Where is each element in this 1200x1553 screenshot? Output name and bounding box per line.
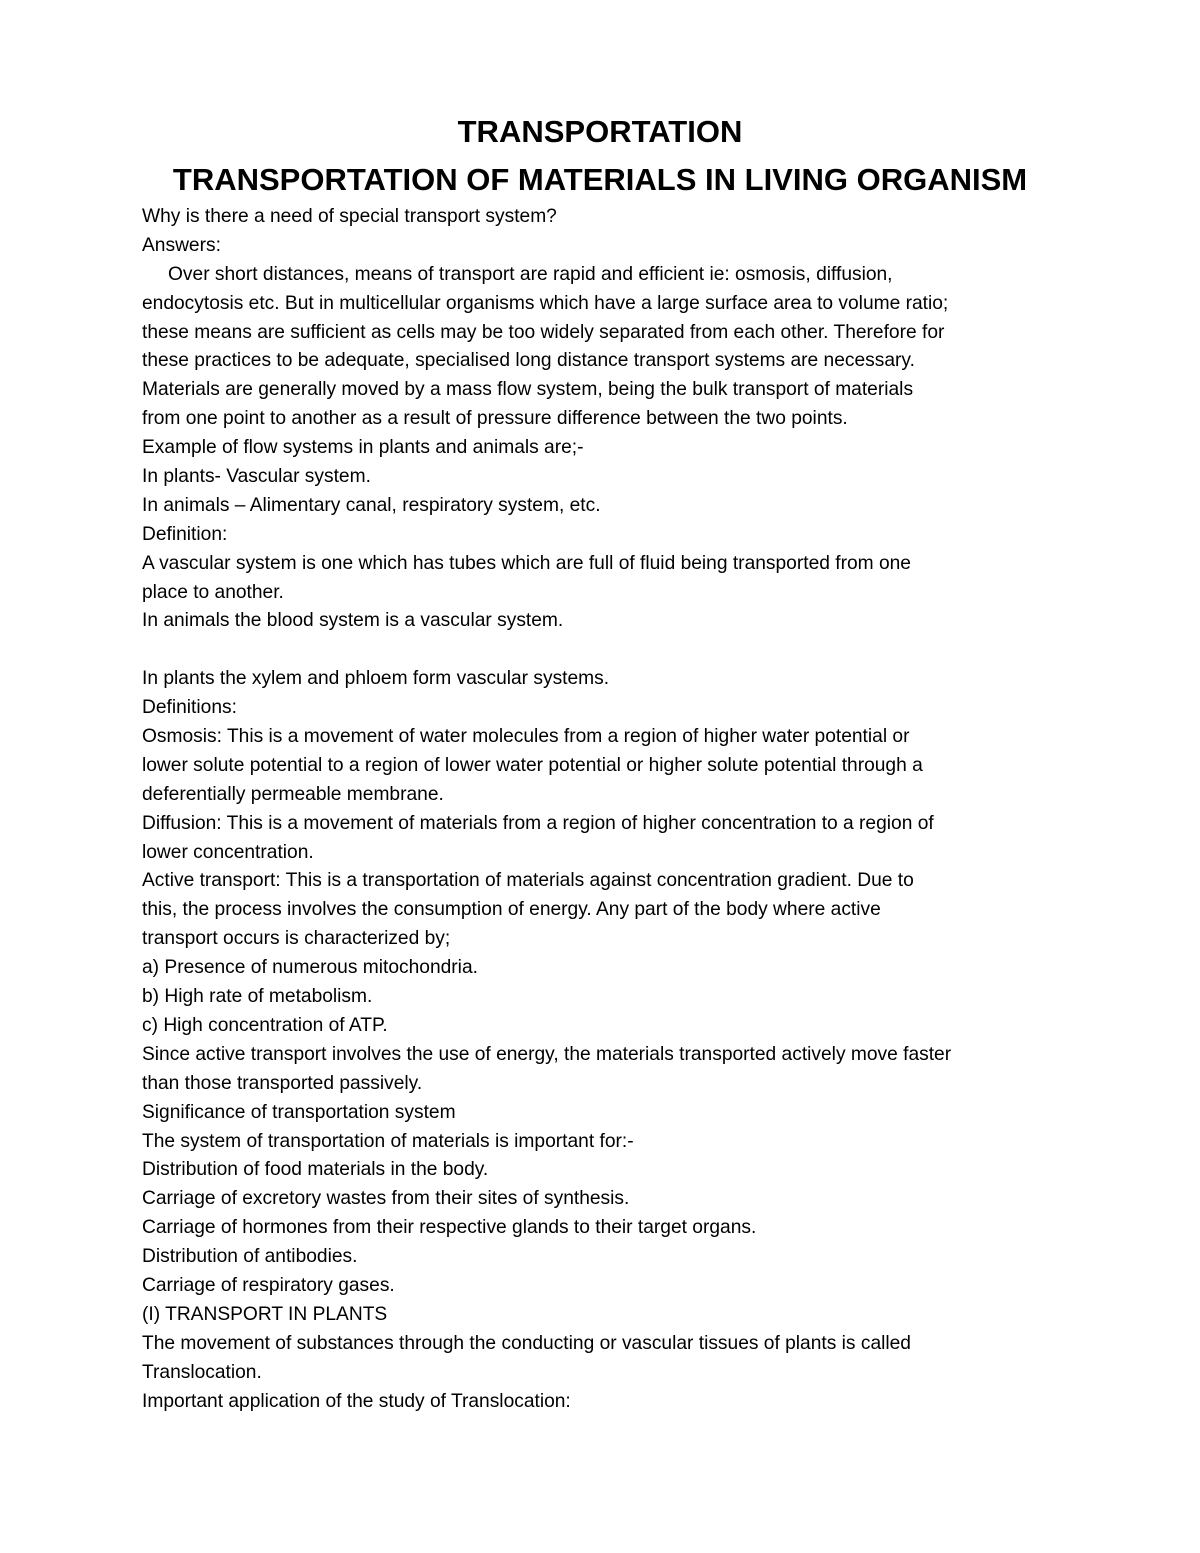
paragraph-line: place to another. — [142, 581, 284, 603]
paragraph-line: these practices to be adequate, specialised long distance transport systems are necessary. — [142, 350, 915, 372]
list-item: c) High concentration of ATP. — [142, 1014, 388, 1036]
section-heading: Significance of transportation system — [142, 1101, 456, 1123]
paragraph-line: these means are sufficient as cells may be too widely separated from each other. Therefore for — [142, 321, 945, 343]
list-item: a) Presence of numerous mitochondria. — [142, 957, 478, 979]
list-item: Carriage of hormones from their respective glands to their target organs. — [142, 1217, 757, 1239]
list-item: b) High rate of metabolism. — [142, 986, 373, 1008]
paragraph-line: The system of transportation of materials is important for:- — [142, 1130, 634, 1152]
paragraph-line: The movement of substances through the conducting or vascular tissues of plants is called — [142, 1332, 911, 1354]
list-item: Carriage of respiratory gases. — [142, 1274, 395, 1296]
definitions-label: Definitions: — [142, 697, 237, 719]
paragraph-line: Active transport: This is a transportation of materials against concentration gradient. Due to — [142, 870, 914, 892]
definition-label: Definition: — [142, 523, 228, 545]
list-item: Distribution of food materials in the body. — [142, 1159, 489, 1181]
list-item: Carriage of excretory wastes from their sites of synthesis. — [142, 1188, 630, 1210]
paragraph-line: from one point to another as a result of pressure difference between the two points. — [142, 408, 848, 430]
paragraph-line: lower solute potential to a region of lower water potential or higher solute potential through a — [142, 754, 923, 776]
document-title: TRANSPORTATION — [457, 114, 743, 149]
paragraph-line: A vascular system is one which has tubes which are full of fluid being transported from one — [142, 552, 911, 574]
paragraph-line: In plants the xylem and phloem form vascular systems. — [142, 668, 610, 690]
paragraph-line: deferentially permeable membrane. — [142, 783, 444, 805]
paragraph-line: endocytosis etc. But in multicellular organisms which have a large surface area to volume ratio; — [142, 292, 949, 314]
paragraph-line: Translocation. — [142, 1361, 262, 1383]
paragraph-line: this, the process involves the consumption of energy. Any part of the body where active — [142, 899, 881, 921]
paragraph-line: Over short distances, means of transport are rapid and efficient ie: osmosis, diffusion, — [168, 263, 893, 285]
paragraph-line: transport occurs is characterized by; — [142, 928, 451, 950]
paragraph-line: Materials are generally moved by a mass flow system, being the bulk transport of materials — [142, 379, 914, 401]
list-item: Distribution of antibodies. — [142, 1246, 358, 1268]
paragraph-line: Osmosis: This is a movement of water molecules from a region of higher water potential or — [142, 726, 910, 748]
paragraph-line: than those transported passively. — [142, 1072, 423, 1094]
paragraph-line: In animals – Alimentary canal, respiratory system, etc. — [142, 494, 601, 516]
document-subtitle: TRANSPORTATION OF MATERIALS IN LIVING ORGANISM — [172, 162, 1028, 197]
paragraph-line: Since active transport involves the use of energy, the materials transported actively move faster — [142, 1043, 952, 1065]
paragraph-line: Example of flow systems in plants and animals are;- — [142, 437, 584, 459]
question-line: Why is there a need of special transport system? — [142, 206, 557, 227]
answers-label: Answers: — [142, 234, 221, 256]
paragraph-line: In plants- Vascular system. — [142, 466, 371, 488]
paragraph-line: lower concentration. — [142, 841, 314, 863]
paragraph-line: In animals the blood system is a vascular system. — [142, 610, 564, 632]
paragraph-line: Diffusion: This is a movement of materials from a region of higher concentration to a region of — [142, 812, 934, 834]
document-body — [142, 203, 1082, 1416]
paragraph-line: Important application of the study of Translocation: — [142, 1390, 571, 1412]
blank-line — [142, 636, 1082, 665]
section-heading: (I) TRANSPORT IN PLANTS — [142, 1303, 388, 1325]
